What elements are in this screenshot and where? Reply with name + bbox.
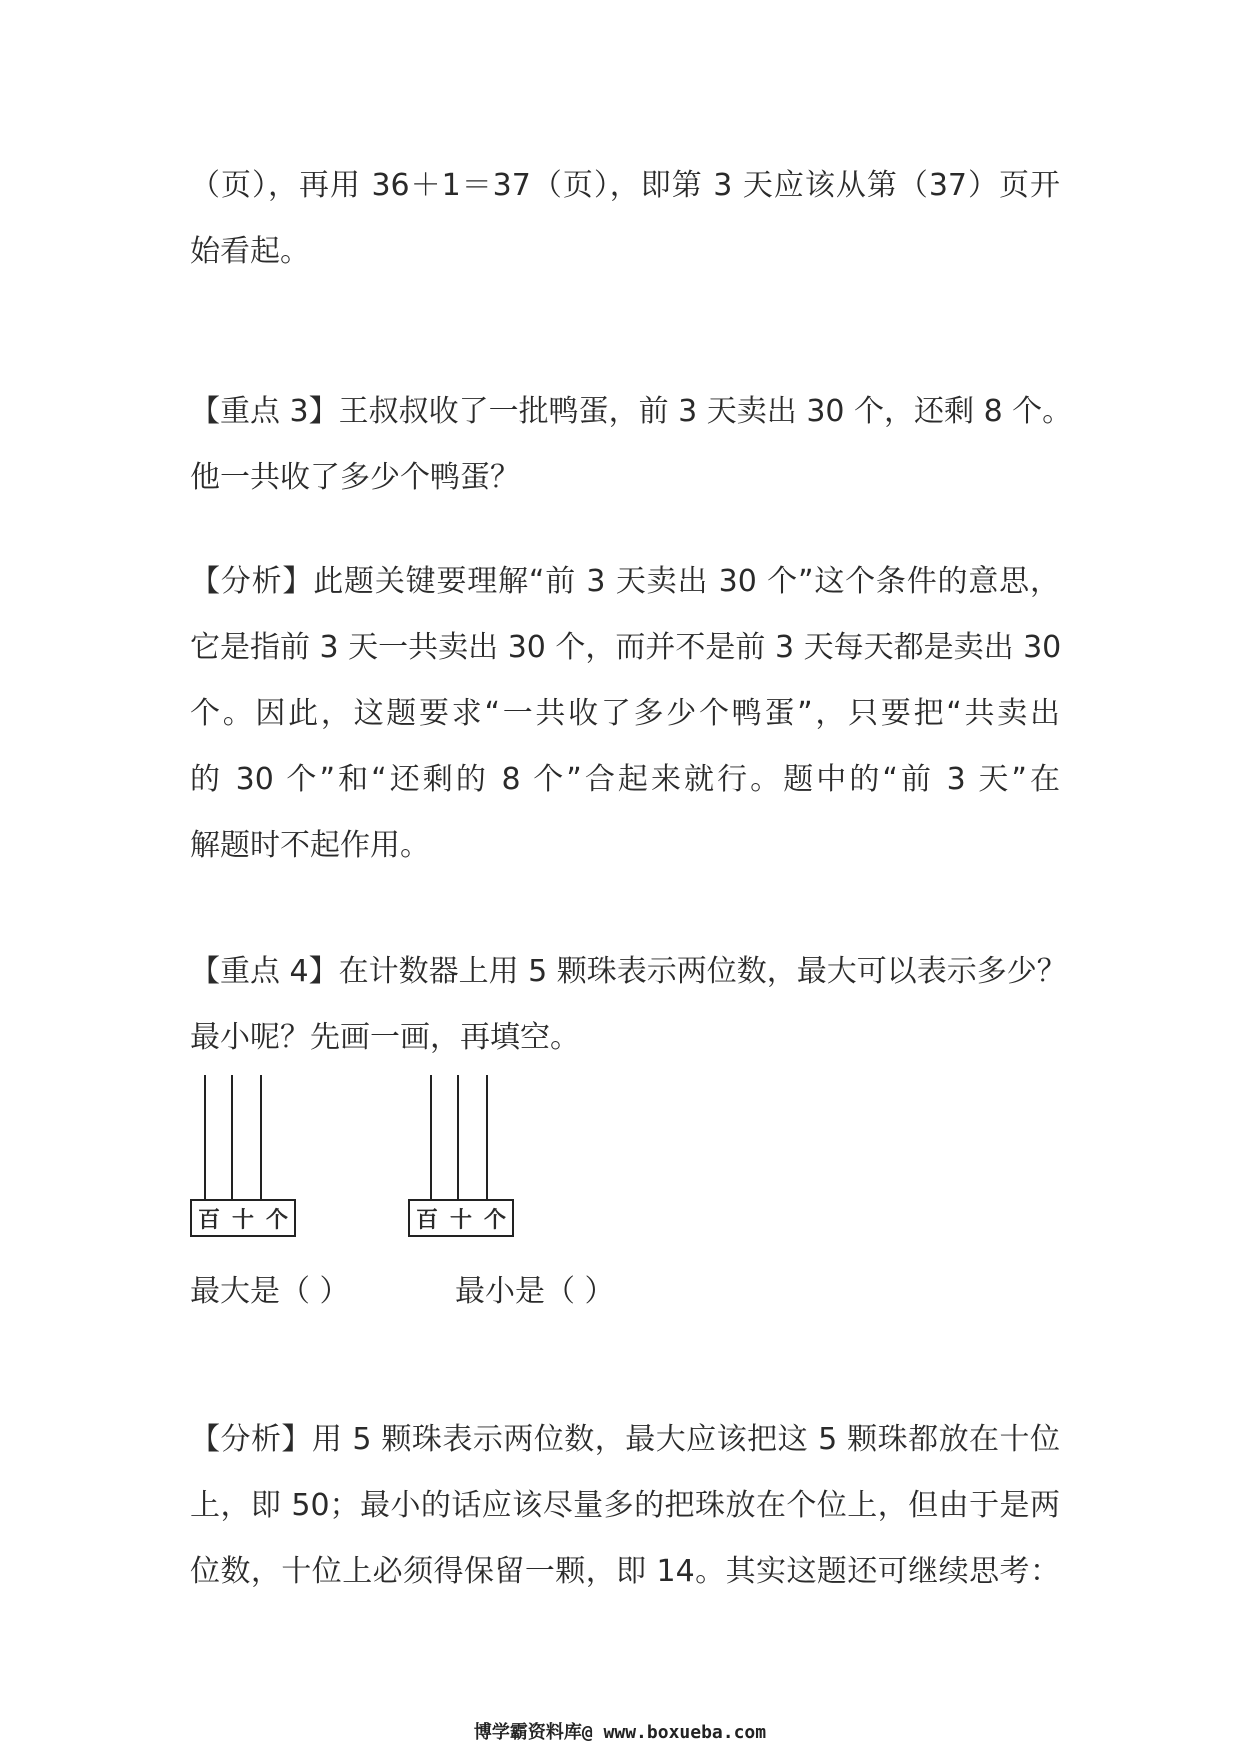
abacus-label-ones: 个 — [483, 1207, 506, 1233]
analysis-line: 上，即 50；最小的话应该尽量多的把珠放在个位上，但由于是两 — [190, 1488, 1060, 1523]
text-line: （页），再用 36＋1＝37（页），即第 3 天应该从第（37）页开 — [190, 168, 1060, 203]
abacus-rod-tens — [231, 1075, 233, 1199]
abacus-max — [190, 1075, 296, 1235]
analysis-line: 位数，十位上必须得保留一颗，即 14。其实这题还可继续思考： — [190, 1554, 1060, 1589]
abacus-label-hundreds: 百 — [415, 1207, 438, 1233]
abacus-base — [408, 1199, 514, 1237]
abacus-rod-hundreds — [430, 1075, 432, 1199]
question-4-line: 【重点 4】在计数器上用 5 颗珠表示两位数，最大可以表示多少？ — [190, 954, 1067, 989]
analysis-line: 【分析】此题关键要理解“前 3 天卖出 30 个”这个条件的意思， — [190, 564, 1060, 599]
analysis-line: 它是指前 3 天一共卖出 30 个，而并不是前 3 天每天都是卖出 30 — [190, 630, 1062, 665]
abacus-label-ones: 个 — [265, 1207, 288, 1233]
footer-watermark: 博学霸资料库@ www.boxueba.com — [473, 1722, 767, 1743]
analysis-line: 【分析】用 5 颗珠表示两位数，最大应该把这 5 颗珠都放在十位 — [190, 1422, 1060, 1457]
question-3-line: 【重点 3】王叔叔收了一批鸭蛋，前 3 天卖出 30 个，还剩 8 个。 — [190, 394, 1073, 429]
abacus-label-hundreds: 百 — [197, 1207, 220, 1233]
abacus-rod-hundreds — [204, 1075, 206, 1199]
question-3-line: 他一共收了多少个鸭蛋？ — [190, 460, 520, 495]
analysis-line: 个。因此，这题要求“一共收了多少个鸭蛋”，只要把“共卖出 — [190, 696, 1060, 731]
abacus-rod-tens — [457, 1075, 459, 1199]
text-line: 始看起。 — [190, 234, 310, 269]
abacus-rod-ones — [486, 1075, 488, 1199]
abacus-rod-ones — [260, 1075, 262, 1199]
abacus-label-tens: 十 — [231, 1207, 254, 1233]
min-answer-blank[interactable]: 最小是（ ） — [455, 1274, 615, 1309]
abacus-min — [408, 1075, 514, 1235]
analysis-line: 的 30 个”和“还剩的 8 个”合起来就行。题中的“前 3 天”在 — [190, 762, 1060, 797]
abacus-label-tens: 十 — [449, 1207, 472, 1233]
max-answer-blank[interactable]: 最大是（ ） — [190, 1274, 350, 1309]
analysis-line: 解题时不起作用。 — [190, 828, 430, 863]
question-4-line: 最小呢？先画一画，再填空。 — [190, 1020, 580, 1055]
abacus-base — [190, 1199, 296, 1237]
